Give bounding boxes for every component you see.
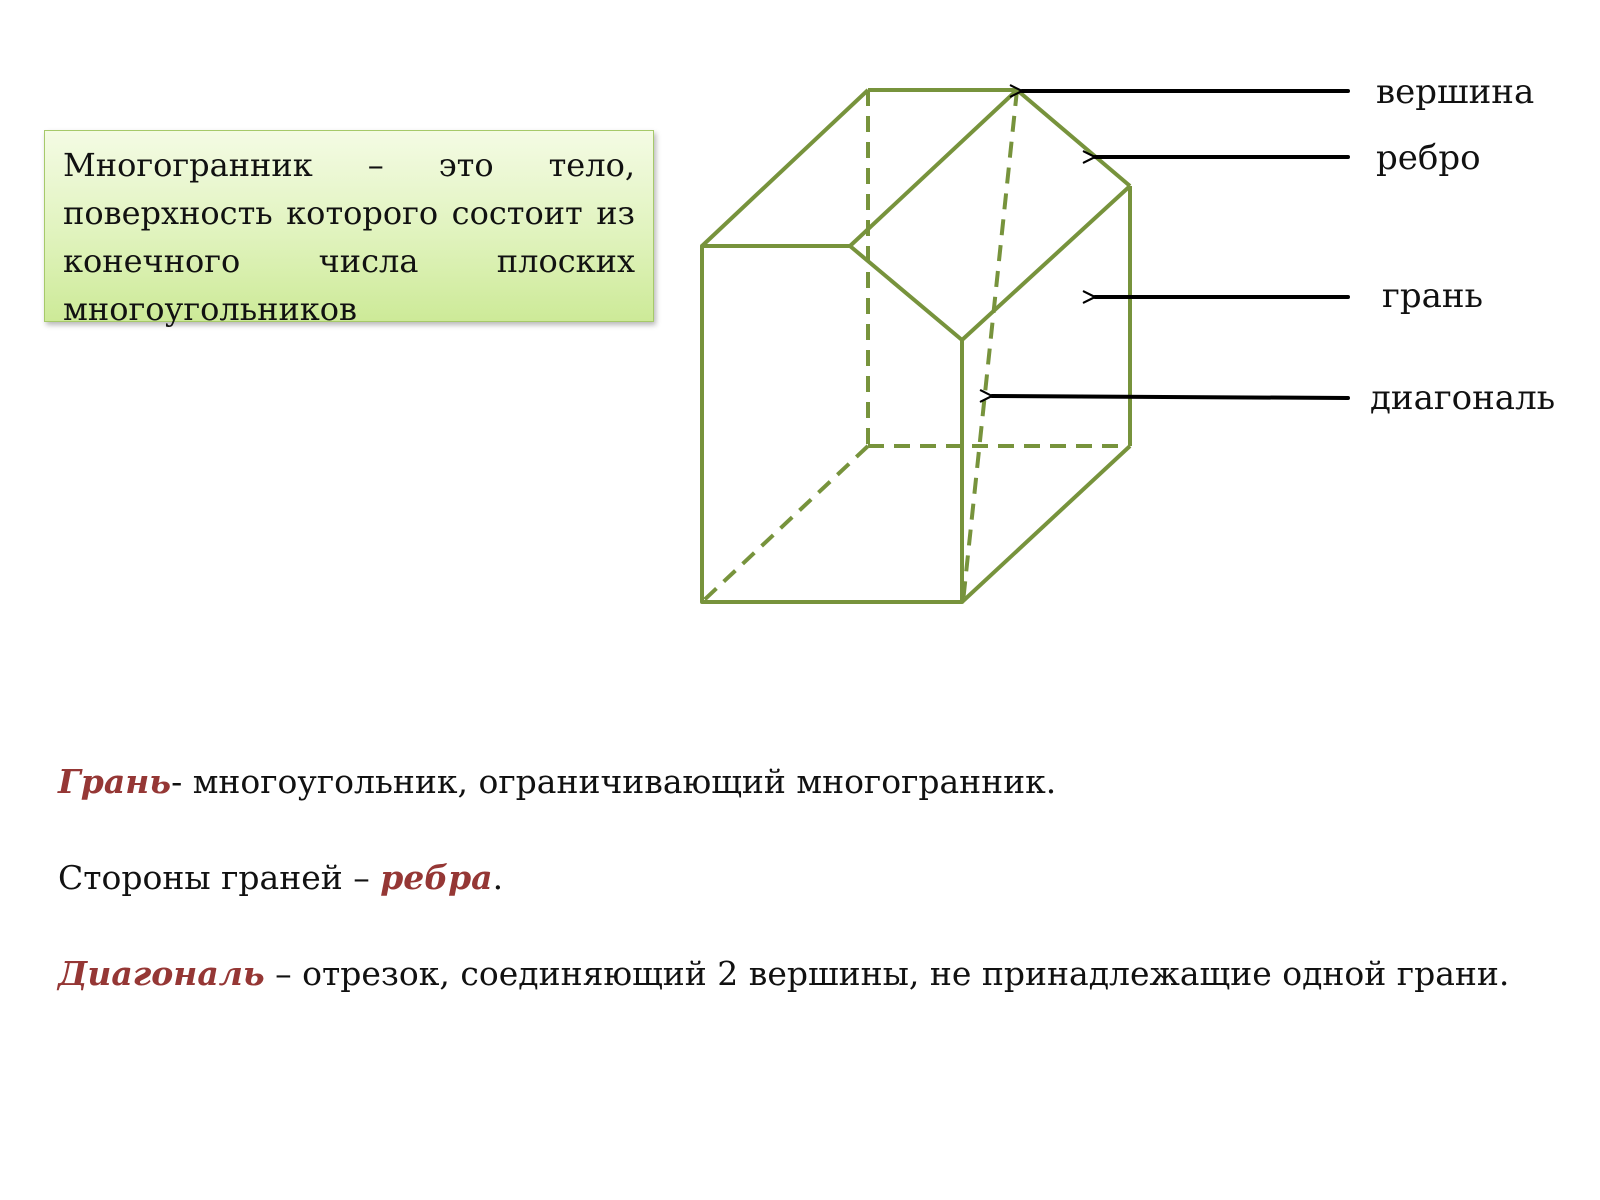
edge-roof-ridge — [850, 90, 1017, 246]
definition-face-text: - многоугольник, ограничивающий многогранник. — [171, 762, 1057, 801]
definitions-block — [58, 762, 1578, 1050]
definition-edges-suffix: . — [492, 858, 504, 897]
definition-edges-prefix: Стороны граней – — [58, 858, 381, 897]
label-edge: ребро — [1376, 138, 1481, 178]
edge-roof-right — [1017, 90, 1130, 186]
definition-diagonal-text: – отрезок, соединяющий 2 вершины, не принадлежащие одной грани. — [264, 954, 1510, 993]
label-diagonal: диагональ — [1370, 378, 1556, 418]
definition-diagonal — [58, 954, 1578, 994]
term-face: Грань — [58, 762, 172, 801]
edge-bottom-right — [962, 446, 1130, 602]
arrow-diagonal — [992, 396, 1348, 398]
hidden-edge-bottom-diagonal — [702, 446, 868, 602]
edge-roof-right-slope — [962, 186, 1130, 340]
label-vertex: вершина — [1376, 72, 1535, 112]
polyhedron-definition-text: Многогранник – это тело, поверхность которого состоит из конечного числа плоских многоугольников — [63, 146, 635, 328]
label-face: грань — [1382, 276, 1484, 316]
hidden-edges — [702, 90, 1130, 602]
edge-front-left-roof — [702, 90, 868, 246]
diagonal-line — [963, 90, 1017, 602]
definition-face — [58, 762, 1578, 802]
definition-edges — [58, 858, 1578, 898]
front-face — [702, 246, 962, 602]
visible-edges — [702, 90, 1130, 602]
term-edges: ребра — [380, 858, 493, 897]
term-diagonal: Диагональ — [58, 954, 265, 993]
pointer-arrows — [992, 91, 1348, 398]
